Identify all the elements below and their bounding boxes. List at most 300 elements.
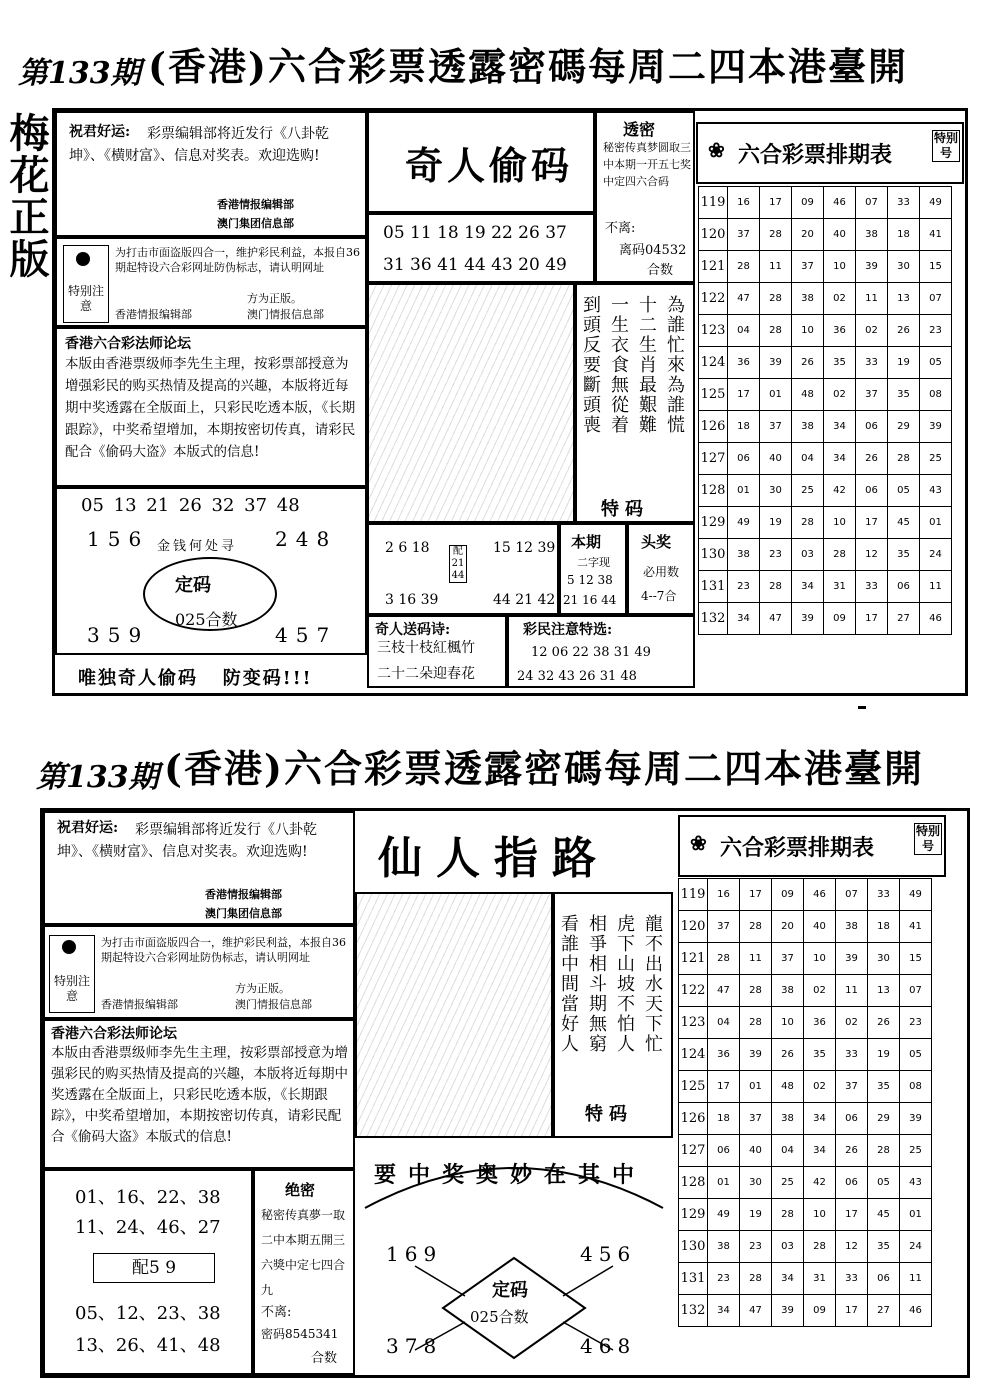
schedule-cell: 40 — [824, 219, 856, 251]
schedule-cell: 06 — [856, 411, 888, 443]
schedule-cell: 39 — [900, 1103, 932, 1135]
schedule-row-number: 127 — [679, 1135, 708, 1167]
schedule-cell: 28 — [888, 443, 920, 475]
schedule-cell: 10 — [824, 251, 856, 283]
schedule-cell: 30 — [740, 1167, 772, 1199]
poem-col-3: 一生衣食無從着 — [608, 295, 629, 435]
schedule-tag-2: 特别号 — [915, 824, 940, 853]
schedule-cell: 17 — [708, 1071, 740, 1103]
schedule-cell: 10 — [804, 943, 836, 975]
schedule-cell: 39 — [920, 411, 952, 443]
schedule-cell: 49 — [728, 507, 760, 539]
schedule-row-number: 123 — [699, 315, 728, 347]
schedule-cell: 01 — [740, 1071, 772, 1103]
poem2-col-1: 龍不出水天下忙 — [642, 914, 663, 1054]
leak-code: 离码04532 — [619, 243, 687, 258]
group2-line-2: 13、26、41、48 — [75, 1335, 221, 1356]
schedule-cell: 01 — [708, 1167, 740, 1199]
schedule-row — [699, 443, 952, 475]
schedule-row — [679, 1007, 932, 1039]
bomb-icon-2 — [62, 940, 76, 954]
schedule-cell: 23 — [728, 571, 760, 603]
schedule-cell: 01 — [920, 507, 952, 539]
group1-line-2: 11、24、46、27 — [75, 1217, 221, 1238]
schedule-cell: 28 — [740, 1263, 772, 1295]
poem-col-2: 十二生肖最艱難 — [636, 295, 657, 435]
combo-box — [367, 523, 559, 615]
schedule-cell: 10 — [772, 1007, 804, 1039]
schedule-cell: 39 — [836, 943, 868, 975]
schedule-cell: 06 — [836, 1103, 868, 1135]
schedule-cell: 01 — [728, 475, 760, 507]
schedule-cell: 07 — [900, 975, 932, 1007]
schedule-cell: 28 — [760, 315, 792, 347]
schedule-cell: 05 — [920, 347, 952, 379]
schedule-row — [679, 1135, 932, 1167]
schedule-cell: 34 — [804, 1103, 836, 1135]
schedule-row — [679, 1071, 932, 1103]
secret-sum: 合数 — [311, 1351, 338, 1366]
schedule-cell: 15 — [900, 943, 932, 975]
schedule-cell: 41 — [920, 219, 952, 251]
tema-label: 特码 — [601, 499, 649, 520]
schedule-cell: 30 — [868, 943, 900, 975]
schedule-cell: 23 — [920, 315, 952, 347]
bottom-right-nums: 457 — [275, 623, 338, 647]
forum-box-2 — [43, 1019, 355, 1169]
diamond-center: 定码 — [492, 1280, 528, 1301]
schedule-row — [699, 571, 952, 603]
schedule-cell: 23 — [708, 1263, 740, 1295]
schedule-cell: 11 — [856, 283, 888, 315]
bottom-left-nums: 359 — [87, 623, 150, 647]
schedule-cell: 30 — [760, 475, 792, 507]
page-header-2: (香港)六合彩票透露密碼每周二四本港臺開 — [164, 746, 924, 791]
schedule-cell: 37 — [836, 1071, 868, 1103]
schedule-cell: 31 — [824, 571, 856, 603]
schedule-cell: 25 — [900, 1135, 932, 1167]
schedule-cell: 47 — [728, 283, 760, 315]
dept-2-2: 澳门集团信息部 — [205, 907, 282, 920]
attention-line-1: 12 06 22 38 31 49 — [531, 645, 651, 660]
combo-right-1: 15 12 39 — [493, 540, 556, 556]
arc-text: 要中奖奥妙在其中 — [374, 1162, 647, 1188]
schedule-cell: 38 — [772, 975, 804, 1007]
schedule-cell: 23 — [900, 1007, 932, 1039]
schedule-cell: 18 — [708, 1103, 740, 1135]
notice-box-2 — [43, 925, 355, 1019]
schedule-row-number: 127 — [699, 443, 728, 475]
schedule-cell: 47 — [708, 975, 740, 1007]
left-bottom-nums: 378 — [386, 1334, 443, 1358]
schedule-row-number: 132 — [699, 603, 728, 635]
schedule-cell: 40 — [760, 443, 792, 475]
greeting-box — [55, 111, 367, 237]
circle-center: 定码 — [175, 575, 211, 596]
send-line-2: 二十二朵迎春花 — [377, 666, 475, 682]
schedule-cell: 37 — [856, 379, 888, 411]
attention-title: 彩民注意特选: — [523, 622, 613, 638]
schedule-row-number: 129 — [699, 507, 728, 539]
schedule-cell: 16 — [708, 879, 740, 911]
current-nums-1: 5 12 38 — [567, 573, 613, 587]
leak-text: 秘密传真梦圆取三中本期一开五七奖中定四六合码 — [603, 141, 691, 188]
schedule-cell: 34 — [708, 1295, 740, 1327]
poem-col-1: 為誰忙來為誰慌 — [664, 295, 685, 435]
schedule-cell: 05 — [900, 1039, 932, 1071]
schedule-cell: 28 — [740, 975, 772, 1007]
schedule-cell: 11 — [900, 1263, 932, 1295]
schedule-cell: 26 — [868, 1007, 900, 1039]
schedule-cell: 46 — [804, 879, 836, 911]
attention-box — [507, 615, 695, 688]
schedule-table-bottom — [678, 878, 932, 1327]
schedule-row-number: 120 — [679, 911, 708, 943]
mid-title-box — [367, 111, 595, 213]
schedule-cell: 02 — [804, 975, 836, 1007]
schedule-cell: 06 — [856, 475, 888, 507]
circle-box — [55, 487, 367, 655]
group2-line-1: 05、12、23、38 — [75, 1303, 221, 1324]
schedule-cell: 36 — [804, 1007, 836, 1039]
schedule-cell: 39 — [760, 347, 792, 379]
schedule-cell: 11 — [920, 571, 952, 603]
schedule-cell: 26 — [856, 443, 888, 475]
schedule-cell: 35 — [868, 1071, 900, 1103]
schedule-cell: 38 — [856, 219, 888, 251]
schedule-cell: 28 — [824, 539, 856, 571]
schedule-cell: 02 — [824, 283, 856, 315]
schedule-cell: 03 — [792, 539, 824, 571]
pei-box: 配5 9 — [93, 1253, 215, 1283]
schedule-cell: 05 — [888, 475, 920, 507]
schedule-cell: 28 — [760, 571, 792, 603]
schedule-row-number: 120 — [699, 219, 728, 251]
schedule-cell: 35 — [824, 347, 856, 379]
forum-title: 香港六合彩法师论坛 — [65, 336, 191, 352]
schedule-tag: 特别号 — [933, 131, 958, 160]
schedule-table-top — [698, 186, 952, 635]
schedule-row — [679, 879, 932, 911]
mid-title-2: 仙人指路 — [378, 833, 610, 884]
schedule-cell: 47 — [740, 1295, 772, 1327]
schedule-cell: 06 — [836, 1167, 868, 1199]
schedule-row — [699, 283, 952, 315]
schedule-cell: 11 — [836, 975, 868, 1007]
schedule-row — [679, 1231, 932, 1263]
schedule-cell: 26 — [836, 1135, 868, 1167]
schedule-cell: 17 — [728, 379, 760, 411]
group1-line-1: 01、16、22、38 — [75, 1187, 221, 1208]
schedule-cell: 15 — [920, 251, 952, 283]
schedule-row — [679, 1103, 932, 1135]
groups-box — [43, 1169, 253, 1375]
secret-text: 秘密传真夢一取二中本期五開三六獎中定七四合九 — [261, 1208, 346, 1297]
circle-arc-text: 金钱何处寻 — [157, 539, 238, 554]
schedule-cell: 39 — [772, 1295, 804, 1327]
schedule-cell: 28 — [792, 507, 824, 539]
number-row: 05 13 21 26 32 37 48 — [81, 495, 300, 516]
schedule-cell: 38 — [792, 283, 824, 315]
schedule-row-number: 124 — [679, 1039, 708, 1071]
schedule-cell: 02 — [824, 379, 856, 411]
head-sub: 必用数 — [643, 565, 680, 579]
schedule-cell: 49 — [708, 1199, 740, 1231]
schedule-row — [679, 1263, 932, 1295]
schedule-row-number: 125 — [699, 379, 728, 411]
schedule-cell: 26 — [792, 347, 824, 379]
schedule-row-number: 123 — [679, 1007, 708, 1039]
schedule-row — [699, 411, 952, 443]
dept-2: 澳门集团信息部 — [217, 217, 294, 230]
issue-number: 第133期 — [18, 56, 141, 91]
schedule-cell: 38 — [708, 1231, 740, 1263]
notice-suffix: 方为正版。 — [247, 292, 302, 305]
schedule-row-number: 126 — [679, 1103, 708, 1135]
schedule-cell: 11 — [740, 943, 772, 975]
head-title: 头奖 — [641, 533, 672, 551]
schedule-cell: 38 — [728, 539, 760, 571]
slogan: 唯独奇人偷码 防变码!!! — [78, 668, 313, 689]
notice-text-2: 为打击市面盗版四合一，维护彩民利益，本报自36期起特设六合彩网址防伪标志，请认明网址 — [101, 936, 346, 964]
schedule-row-number: 125 — [679, 1071, 708, 1103]
greeting-title-2: 祝君好运: — [57, 820, 119, 836]
schedule-cell: 35 — [888, 379, 920, 411]
schedule-cell: 12 — [856, 539, 888, 571]
schedule-cell: 17 — [760, 187, 792, 219]
dept-1-2: 香港情报编辑部 — [205, 888, 282, 901]
notice-text: 为打击市面盗版四合一，维护彩民利益，本报自36期起特设六合彩网址防伪标志，请认明网址 — [115, 246, 360, 274]
schedule-cell: 40 — [804, 911, 836, 943]
schedule-cell: 33 — [836, 1039, 868, 1071]
schedule-cell: 17 — [856, 507, 888, 539]
mid-nums-1: 05 11 18 19 22 26 37 — [383, 223, 567, 243]
schedule-cell: 13 — [868, 975, 900, 1007]
schedule-cell: 17 — [836, 1295, 868, 1327]
head-prize-box — [627, 523, 695, 615]
landscape-illustration — [367, 283, 575, 523]
combo-left-2: 3 16 39 — [385, 592, 439, 608]
combo-pei: 配 21 44 — [449, 545, 467, 583]
schedule-cell: 34 — [804, 1135, 836, 1167]
schedule-row — [679, 911, 932, 943]
schedule-cell: 28 — [760, 283, 792, 315]
schedule-row — [679, 1295, 932, 1327]
schedule-cell: 45 — [888, 507, 920, 539]
notice-dept-1: 香港情报编辑部 — [115, 308, 192, 321]
greeting-title: 祝君好运: — [69, 124, 131, 140]
schedule-cell: 07 — [856, 187, 888, 219]
schedule-cell: 42 — [824, 475, 856, 507]
schedule-cell: 39 — [856, 251, 888, 283]
schedule-cell: 20 — [772, 911, 804, 943]
notice-badge-2 — [49, 935, 95, 1013]
schedule-cell: 17 — [836, 1199, 868, 1231]
schedule-cell: 05 — [868, 1167, 900, 1199]
schedule-row-number: 130 — [679, 1231, 708, 1263]
schedule-row-number: 124 — [699, 347, 728, 379]
side-title: 梅花正版 — [3, 112, 50, 280]
notice-dept-2-2: 澳门情报信息部 — [235, 998, 312, 1011]
notice-label: 特别注意 — [68, 284, 105, 313]
schedule-row — [679, 943, 932, 975]
poem-box — [575, 283, 695, 523]
schedule-cell: 19 — [888, 347, 920, 379]
schedule-cell: 48 — [792, 379, 824, 411]
schedule-cell: 04 — [792, 443, 824, 475]
schedule-cell: 06 — [708, 1135, 740, 1167]
schedule-row — [699, 539, 952, 571]
greeting-box-2 — [43, 811, 355, 925]
schedule-cell: 09 — [772, 879, 804, 911]
divider-mark — [858, 706, 866, 709]
schedule-cell: 04 — [708, 1007, 740, 1039]
schedule-row-number: 122 — [699, 283, 728, 315]
schedule-cell: 34 — [772, 1263, 804, 1295]
forum-text-2: 本版由香港票级师李先生主理，按彩票部授意为增强彩民的购买热情及提高的兴趣，本版将近每期中奖透露在全版面上，只彩民吃透本版，《长期跟踪》，中奖希望增加，本期按密切传真，请彩民配合《偷码大盗》本版式的信息! — [51, 1045, 348, 1145]
schedule-cell: 33 — [856, 347, 888, 379]
schedule-cell: 29 — [868, 1103, 900, 1135]
mid-title: 奇人偷码 — [405, 143, 574, 188]
schedule-cell: 01 — [900, 1199, 932, 1231]
schedule-cell: 36 — [728, 347, 760, 379]
circle-sum: 025合数 — [175, 610, 238, 629]
schedule-cell: 35 — [868, 1231, 900, 1263]
schedule-cell: 28 — [728, 251, 760, 283]
send-line-1: 三枝十枝紅楓竹 — [377, 640, 475, 656]
attention-line-2: 24 32 43 26 31 48 — [517, 669, 637, 684]
right-bottom-nums: 468 — [580, 1334, 637, 1358]
schedule-row-number: 129 — [679, 1199, 708, 1231]
poem2-col-4: 看誰中間當好人 — [558, 914, 579, 1054]
schedule-cell: 47 — [760, 603, 792, 635]
bomb-icon — [76, 252, 90, 266]
greeting-text: 彩票编辑部将近发行《八卦乾坤》、《横财富》、信息对奖表。欢迎选购! — [69, 126, 329, 164]
schedule-cell: 43 — [920, 475, 952, 507]
schedule-cell: 02 — [836, 1007, 868, 1039]
schedule-cell: 49 — [920, 187, 952, 219]
schedule-cell: 46 — [900, 1295, 932, 1327]
schedule-cell: 29 — [888, 411, 920, 443]
left-top-nums: 169 — [386, 1242, 443, 1266]
schedule-cell: 23 — [760, 539, 792, 571]
schedule-cell: 07 — [836, 879, 868, 911]
schedule-cell: 17 — [740, 879, 772, 911]
schedule-row — [699, 347, 952, 379]
schedule-cell: 18 — [888, 219, 920, 251]
schedule-row-number: 130 — [699, 539, 728, 571]
schedule-cell: 10 — [792, 315, 824, 347]
schedule-row — [679, 1199, 932, 1231]
schedule-cell: 07 — [920, 283, 952, 315]
schedule-cell: 33 — [868, 879, 900, 911]
schedule-row — [699, 475, 952, 507]
schedule-cell: 24 — [900, 1231, 932, 1263]
schedule-cell: 12 — [836, 1231, 868, 1263]
schedule-cell: 23 — [740, 1231, 772, 1263]
send-title: 奇人送码诗: — [375, 622, 451, 638]
schedule-row — [699, 603, 952, 635]
poem-col-4: 到頭反要斷頭喪 — [580, 295, 601, 435]
schedule-cell: 41 — [900, 911, 932, 943]
leak-box — [595, 111, 695, 283]
schedule-cell: 46 — [920, 603, 952, 635]
schedule-cell: 37 — [772, 943, 804, 975]
schedule-cell: 25 — [920, 443, 952, 475]
schedule-cell: 25 — [792, 475, 824, 507]
schedule-cell: 38 — [792, 411, 824, 443]
schedule-cell: 33 — [856, 571, 888, 603]
schedule-cell: 35 — [888, 539, 920, 571]
schedule-cell: 08 — [900, 1071, 932, 1103]
schedule-cell: 27 — [868, 1295, 900, 1327]
schedule-cell: 24 — [920, 539, 952, 571]
schedule-row-number: 121 — [699, 251, 728, 283]
dragon-icon: ❀ — [708, 138, 725, 162]
schedule-cell: 06 — [868, 1263, 900, 1295]
schedule-cell: 28 — [740, 1007, 772, 1039]
schedule-cell: 03 — [772, 1231, 804, 1263]
schedule-row-number: 132 — [679, 1295, 708, 1327]
page-header: (香港)六合彩票透露密碼每周二四本港臺開 — [148, 44, 908, 89]
schedule-cell: 37 — [760, 411, 792, 443]
notice-badge — [63, 245, 109, 323]
mid-nums-box — [367, 213, 595, 283]
schedule-cell: 37 — [792, 251, 824, 283]
schedule-row — [699, 315, 952, 347]
schedule-row — [699, 379, 952, 411]
schedule-cell: 26 — [888, 315, 920, 347]
schedule-cell: 13 — [888, 283, 920, 315]
schedule-cell: 18 — [728, 411, 760, 443]
greeting-text-2: 彩票编辑部将近发行《八卦乾坤》、《横财富》、信息对奖表。欢迎选购! — [57, 822, 317, 860]
secret-title: 绝密 — [285, 1181, 316, 1199]
poem2-col-3: 相爭相斗期無窮 — [586, 914, 607, 1054]
schedule-row-number: 131 — [699, 571, 728, 603]
poem2-col-2: 虎下山坡不怕人 — [614, 914, 635, 1054]
schedule-row-number: 126 — [699, 411, 728, 443]
schedule-cell: 39 — [740, 1039, 772, 1071]
schedule-cell: 45 — [868, 1199, 900, 1231]
schedule-cell: 33 — [836, 1263, 868, 1295]
schedule-row — [679, 1039, 932, 1071]
current-sub: 二字现 — [577, 556, 610, 569]
mid-nums-2: 31 36 41 44 43 20 49 — [383, 255, 567, 275]
schedule-cell: 28 — [868, 1135, 900, 1167]
schedule-cell: 33 — [888, 187, 920, 219]
schedule-row-number: 121 — [679, 943, 708, 975]
schedule-cell: 08 — [920, 379, 952, 411]
schedule-row — [699, 219, 952, 251]
schedule-cell: 34 — [792, 571, 824, 603]
schedule-cell: 39 — [792, 603, 824, 635]
schedule-cell: 02 — [804, 1071, 836, 1103]
schedule-cell: 26 — [772, 1039, 804, 1071]
schedule-cell: 28 — [708, 943, 740, 975]
schedule-cell: 49 — [900, 879, 932, 911]
leak-sum: 合数 — [647, 263, 674, 278]
schedule-cell: 34 — [824, 411, 856, 443]
schedule-cell: 17 — [856, 603, 888, 635]
schedule-cell: 04 — [728, 315, 760, 347]
schedule-cell: 10 — [804, 1199, 836, 1231]
notice-label-2: 特别注意 — [54, 974, 91, 1003]
schedule-cell: 34 — [728, 603, 760, 635]
schedule-cell: 16 — [728, 187, 760, 219]
poem-box-2 — [553, 892, 673, 1138]
leak-nolabel: 不离: — [605, 221, 636, 236]
schedule-cell: 38 — [836, 911, 868, 943]
